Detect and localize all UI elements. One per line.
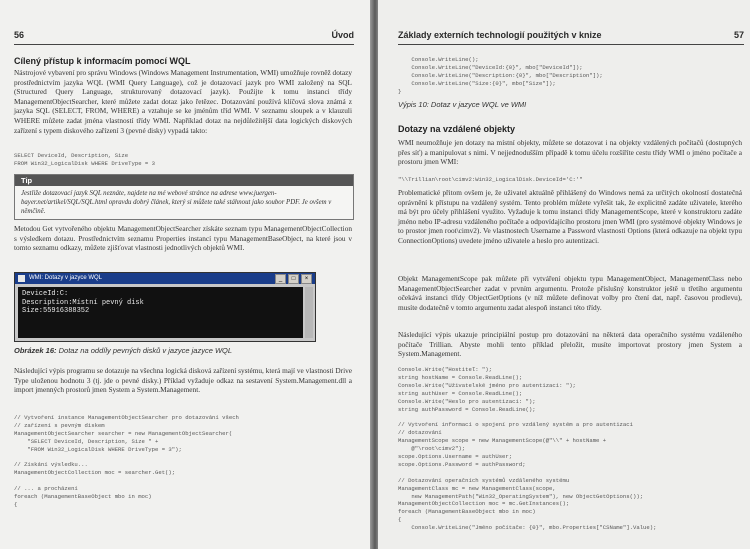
section-heading: Dotazy na vzdálené objekty [398, 124, 516, 134]
paragraph: Objekt ManagementScope pak můžete při vytváření objektu typu ManagementObject, ManagementClass nebo ManagementObjectSearcher zadat v prvním argumentu. Protože příslušný konstruktor ještě u třetího argumentu očekává instanci třídy ObjectGetOptions (v níž můžete definovat volby pro čtení dat, např. časovou prodlevu), musíte dodatečně v tomto argumentu zadat alespoň instanci této třídy. [398, 274, 742, 312]
left-page [0, 0, 372, 549]
maximize-icon[interactable]: □ [288, 274, 299, 284]
code-listing: // Vytvoření instance ManagementObjectSearcher pro dotazování všech // zařízení s pevným diskem ManagementObjectSearcher searcher = new ManagementObjectSearcher( "SELECT DeviceId, Description, Size " + "FROM Win32_LogicalDisk WHERE DriveType = 3"); // Získání výsledku... ManagementObjectCollection moc = searcher.Get(); // ... a procházení foreach (ManagementBaseObject mbo in moc) { [14, 414, 239, 508]
console-output: DeviceId:C: Description:Místní pevný disk Size:55916388352 [18, 287, 303, 338]
chapter-title: Základy externích technologií použitých v knize [398, 30, 602, 40]
tip-text: Jestliže dotazovací jazyk SQL neznáte, najdete na mé webové stránce na adrese www.juergen-bayer.net/artikel/SQL/SQL.html opravdu dobrý článek, který si můžete také stáhnout jako soubor PDF. Je ovšem v němčině. [21, 190, 332, 215]
section-heading: Cílený přístup k informacím pomocí WQL [14, 56, 191, 66]
paragraph: Následující výpis programu se dotazuje na všechna logická disková zařízení systému, která mají ve vlastnosti Drive Type uloženou hodnotu 3 (tj. jde o pevné disky.) Příklad vyžaduje odkaz na sestavení System.Management.dll a import jmenných prostorů jmen System a System.Management. [14, 366, 352, 395]
code-snippet: "\\Trillian\root\cimv2:Win32_LogicalDisk.DeviceId='C:'" [398, 176, 583, 183]
tip-title: Tip [15, 175, 353, 186]
paragraph: Problematické přitom ovšem je, že uživatel aktuálně přihlášený do Windows nemá za určitých okolností dostatečná oprávnění k přístupu na vzdálený systém. Tento problém můžete vyřešit tak, že explicitně zadáte uživatele, kterého má být pro účely přihlášení využito. Vyžaduje k tomu instanci třídy ManagementScope, které v konstruktoru zadáte jméno nebo IP-adresu vzdáleného počítače a odpovídajícího prostoru jmen WMI (pro systémové objekty Windows je to prostor jmen root\cimv2). Ve vlastnostech Username a Password vlastnosti Options (která odkazuje na objekt typu ConnectionOptions) uvedete jméno uživatele a heslo pro autentizaci. [398, 188, 742, 245]
scrollbar[interactable] [305, 287, 313, 338]
code-snippet: SELECT DeviceId, Description, Size FROM Win32_LogicalDisk WHERE DriveType = 3 [14, 152, 155, 167]
console-window [14, 272, 316, 342]
header-rule [398, 44, 744, 45]
listing-caption: Výpis 10: Dotaz v jazyce WQL ve WMI [398, 100, 527, 109]
paragraph: Metodou Get vytvořeného objektu ManagementObjectSearcher získáte seznam typu ManagementObjectCollection s výsledkem dotazu. Prostřednictvím seznamu Properties instancí typu ManagementBaseObject, na které jsou v tomto seznamu odkazy, můžete zjišťovat vlastnosti jednotlivých objektů WMI. [14, 224, 352, 253]
page-header [398, 30, 744, 44]
app-icon [18, 275, 25, 282]
figure-number: Obrázek 16: [14, 346, 57, 355]
window-title: WMI: Dotazy v jazyce WQL [29, 275, 103, 281]
figure-caption [14, 346, 232, 355]
paragraph: WMI neumožňuje jen dotazy na místní objekty, můžete se dotazovat i na objekty vzdálených počítačů (dostupných přes síť) a manipulovat s nimi. V nejjednodušším případě k tomu účelu rozšíříte cestu třídy WMI o jméno počítače a prostoru jmen WMI: [398, 138, 742, 167]
page-header [14, 30, 354, 44]
code-listing: Console.WriteLine(); Console.WriteLine("DeviceId:{0}", mbo["DeviceId"]); Console.WriteLine("Description:{0}", mbo["Description"]); Console.WriteLine("Size:{0}", mbo["Size"]); } [398, 56, 603, 95]
paragraph: Následující výpis ukazuje principiální postup pro dotazování na některá data operačního systému vzdáleného počítače Trillian. Abyste mohli tento příklad přeložit, musíte importovat prostory jmen System a System.Management. [398, 330, 742, 359]
right-page [378, 0, 750, 549]
minimize-icon[interactable]: _ [275, 274, 286, 284]
close-icon[interactable]: × [301, 274, 312, 284]
chapter-title: Úvod [331, 30, 354, 40]
page-number: 57 [733, 30, 744, 40]
code-listing: Console.Write("Hostiteľ: "); string hostName = Console.ReadLine(); Console.Write("Uživatelské jméno pro autentizaci: "); string authUser = Console.ReadLine(); Console.Write("Heslo pro autentizaci: "); string authPassword = Console.ReadLine(); // Vytvoření informací o spojení pro vzdálený systém a pro autentizaci // dotazování ManagementScope scope = new ManagementScope(@"\\" + hostName + @"\root\cimv2"); scope.Options.Username = authUser; scope.Options.Password = authPassword; // Dotazování operačních systémů vzdáleného systému ManagementClass mc = new ManagementClass(scope, new ManagementPath("Win32_OperatingSystem"), new ObjectGetOptions()); ManagementObjectCollection moc = mc.GetInstances(); foreach (ManagementBaseObject mbo in moc) { Console.WriteLine("Jméno počítače: {0}", mbo.Properties["CSName"].Value); [398, 366, 657, 532]
figure-caption-text: Dotaz na oddíly pevných disků v jazyce jazyce WQL [58, 346, 233, 355]
window-titlebar [15, 273, 315, 284]
tip-box [14, 174, 354, 220]
header-rule [14, 44, 354, 45]
page-number: 56 [14, 30, 25, 40]
paragraph: Nástrojové vybavení pro správu Windows (Windows Management Instrumentation, WMI) umožňuje rovněž dotazy prostřednictvím jazyka WQL (WMI Query Language), což je dotazovací jazyk pro WMI založený na SQL (Structured Query Language, strukturovaný dotazovací jazyk). Použijte k tomu instanci třídy ManagementObjectSearcher, které můžete zadat dotaz jako řetězec. Dotazování používá klíčová slova známá z jazyka SQL (SELECT, FROM, WHERE) a vztahuje se ke jménům tříd WMI. V seznamu sloupek a v klauzuli WHERE můžete zadat jména vlastností třídy WMI. Například dotaz na nejdůležitější data logických diskových zařízení s typem diskového zařízení 3 (pevné disky) vypadá takto: [14, 68, 352, 135]
